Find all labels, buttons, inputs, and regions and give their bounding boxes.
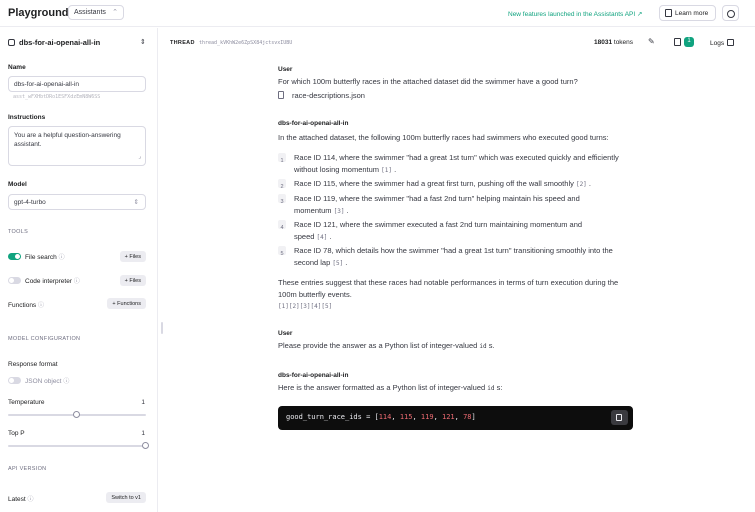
bot-icon (8, 39, 15, 46)
message-role: dbs-for-ai-openai-all-in (278, 372, 349, 379)
temperature-slider[interactable] (8, 414, 146, 416)
message-text: These entries suggest that these races had notable performances in terms of turn execution during the 100m butterfly events. (278, 278, 619, 299)
resize-grip-icon[interactable]: ⌟ (138, 154, 141, 160)
add-functions-button[interactable]: + Functions (107, 298, 146, 309)
assistant-picker-name: dbs-for-ai-openai-all-in (19, 38, 101, 47)
message-role: User (278, 66, 293, 73)
model-config-section-title: MODEL CONFIGURATION (8, 336, 81, 342)
copy-code-button[interactable] (611, 410, 628, 425)
assistant-sidebar (0, 28, 158, 512)
citation[interactable]: [2] (575, 181, 587, 188)
panel-resize-handle[interactable] (161, 322, 163, 334)
json-object-row (8, 375, 146, 387)
message-text: Here is the answer formatted as a Python list of integer-valued id s: (278, 383, 503, 392)
messages-count-badge[interactable]: 1 (684, 37, 694, 47)
info-icon[interactable]: ⓘ (73, 279, 80, 285)
message-role: User (278, 330, 293, 337)
json-object-toggle[interactable] (8, 377, 21, 384)
assistant-id: asst_wFXHbtDRo1ESFXdzEmN8W6SS (13, 94, 101, 100)
switch-version-button[interactable]: Switch to v1 (106, 492, 146, 503)
learn-more-button[interactable] (659, 5, 716, 21)
code-interpreter-toggle[interactable] (8, 277, 21, 284)
info-icon[interactable]: ⓘ (38, 303, 45, 309)
mode-select[interactable] (68, 5, 124, 20)
message-text: In the attached dataset, the following 100m butterfly races had swimmers who executed good turns: (278, 133, 609, 142)
chevron-updown-icon: ⌃ (112, 9, 118, 16)
chevron-updown-icon[interactable]: ⇕ (140, 39, 146, 46)
response-format-label: Response format (8, 361, 58, 368)
mode-select-value: Assistants (74, 9, 106, 16)
user-message (278, 330, 638, 353)
token-count: 18031 tokens (594, 39, 634, 46)
file-search-toggle[interactable] (8, 253, 21, 260)
info-icon[interactable]: ⓘ (58, 255, 65, 261)
message-text: For which 100m butterfly races in the attached dataset did the swimmer have a good turn? (278, 77, 578, 86)
model-select[interactable] (8, 194, 146, 210)
file-icon (278, 91, 284, 99)
tool-row-code-interpreter (8, 275, 146, 287)
instructions-text: You are a helpful question-answering assistant. (14, 132, 121, 148)
temperature-slider-handle[interactable] (73, 411, 80, 418)
citation[interactable]: [1] (381, 167, 392, 174)
user-message (278, 66, 638, 100)
model-select-value: gpt-4-turbo (14, 199, 46, 206)
add-files-button[interactable]: + Files (120, 275, 146, 286)
api-version-section-title: API VERSION (8, 466, 47, 472)
list-item: 1 Race ID 114, where the swimmer "had a great 1st turn" which was executed quickly and efficiently without losing momentum [1] . (278, 152, 638, 174)
logs-button[interactable]: Logs (710, 39, 734, 47)
api-version-row (8, 492, 146, 504)
attached-file[interactable]: race-descriptions.json (278, 91, 638, 100)
list-item: 4 Race ID 121, where the swimmer executed a fast 2nd turn maintaining momentum and speed [4] . (278, 219, 638, 241)
top-p-value[interactable]: 1 (141, 430, 145, 437)
panel-icon (727, 39, 734, 46)
messages-icon[interactable] (674, 38, 681, 46)
tool-row-file-search (8, 251, 146, 263)
news-link[interactable]: New features launched in the Assistants API ↗ (508, 11, 643, 18)
book-icon (665, 9, 672, 17)
list-item: 2 Race ID 115, where the swimmer had a great first turn, pushing off the wall smoothly [2] . (278, 178, 638, 190)
citation[interactable]: [4] (316, 234, 328, 241)
info-icon[interactable]: ⓘ (27, 497, 34, 503)
learn-more-label: Learn more (675, 10, 709, 17)
thread-label: THREAD (170, 40, 195, 46)
code-block (278, 406, 633, 430)
functions-label: Functions ⓘ (8, 302, 45, 309)
latest-label: Latest ⓘ (8, 496, 34, 503)
tools-section-title: TOOLS (8, 229, 29, 235)
top-p-label: Top P (8, 430, 25, 437)
message-role: dbs-for-ai-openai-all-in (278, 120, 349, 127)
name-input[interactable]: dbs-for-ai-openai-all-in (8, 76, 146, 92)
list-item: 5 Race ID 78, which details how the swimmer "had a great 1st turn" transitioning smoothly into the second lap [5] . (278, 245, 638, 267)
assistant-message (278, 120, 638, 320)
temperature-label: Temperature (8, 399, 45, 406)
temperature-value[interactable]: 1 (141, 399, 145, 406)
message-text: Please provide the answer as a Python list of integer-valued id s. (278, 341, 495, 350)
app-title: Playground (8, 7, 69, 19)
json-object-label: JSON object ⓘ (25, 378, 70, 385)
assistant-picker[interactable] (8, 38, 100, 47)
list-item: 3 Race ID 119, where the swimmer "had a fast 2nd turn" helping maintain his speed and momentum [3] . (278, 193, 638, 215)
citation[interactable]: [3] (333, 208, 345, 215)
tool-label: File search ⓘ (25, 254, 65, 261)
assistant-message (278, 372, 638, 395)
instructions-textarea[interactable] (8, 126, 146, 166)
top-bar (0, 0, 755, 27)
info-icon[interactable]: ⓘ (63, 379, 70, 385)
top-p-slider[interactable] (8, 445, 146, 447)
top-p-slider-handle[interactable] (142, 442, 149, 449)
code-content: good_turn_race_ids = [114, 115, 119, 121, 78] (286, 413, 476, 421)
name-label: Name (8, 64, 26, 71)
model-label: Model (8, 181, 27, 188)
tool-row-functions (8, 298, 146, 310)
tool-label: Code interpreter ⓘ (25, 278, 80, 285)
clear-thread-icon[interactable]: ✎ (648, 37, 655, 46)
gear-icon (727, 10, 735, 18)
citation[interactable]: [5] (332, 260, 344, 267)
chevron-updown-icon: ⇕ (133, 199, 139, 206)
thread-id[interactable]: thread_kVKhW2e6ZpSX84jctsvxIUBU (199, 40, 293, 46)
instructions-label: Instructions (8, 114, 46, 121)
settings-button[interactable] (722, 5, 739, 21)
citations[interactable]: [1][2][3][4][5] (278, 303, 333, 310)
add-files-button[interactable]: + Files (120, 251, 146, 262)
copy-icon (616, 414, 622, 421)
